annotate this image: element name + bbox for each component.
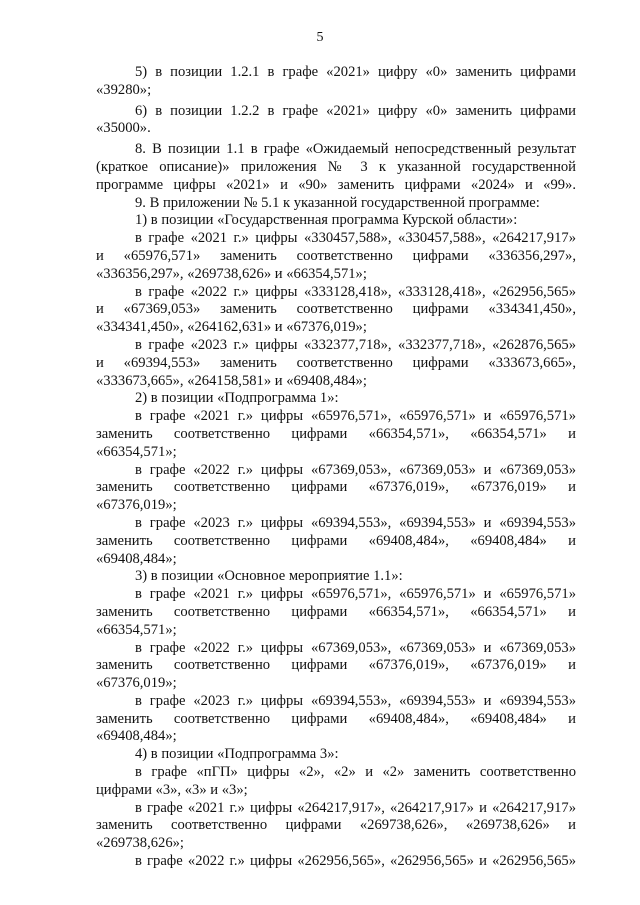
text-line: 3) в позиции «Основное мероприятие 1.1»: xyxy=(135,568,403,585)
text-line: программе цифры «2021» и «90» заменить цифрами «2024» и «99». xyxy=(96,176,576,193)
text-line: 1) в позиции «Государственная программа Курской области»: xyxy=(135,212,518,229)
text-line: «269738,626»; xyxy=(96,835,184,852)
text-line: «66354,571»; xyxy=(96,443,177,460)
text-line: «69408,484»; xyxy=(96,728,177,745)
text-line: 6) в позиции 1.2.2 в графе «2021» цифру «0» заменить цифрами xyxy=(135,102,576,119)
text-line: «334341,450», «264162,631» и «67376,019»; xyxy=(96,319,367,336)
text-line: 2) в позиции «Подпрограмма 1»: xyxy=(135,390,339,407)
text-line: «67376,019»; xyxy=(96,497,177,514)
text-line: «336356,297», «269738,626» и «66354,571»; xyxy=(96,265,367,282)
text-line: в графе «2023 г.» цифры «69394,553», «69394,553» и «69394,553» xyxy=(135,514,576,531)
text-line: в графе «пГП» цифры «2», «2» и «2» заменить соответственно xyxy=(135,764,576,781)
text-line: 4) в позиции «Подпрограмма 3»: xyxy=(135,746,339,763)
text-line: в графе «2022 г.» цифры «262956,565», «262956,565» и «262956,565» xyxy=(135,853,576,870)
text-line: заменить соответственно цифрами «69408,484», «69408,484» и xyxy=(96,532,576,549)
text-line: 9. В приложении № 5.1 к указанной государственной программе: xyxy=(135,194,540,211)
text-line: в графе «2022 г.» цифры «67369,053», «67369,053» и «67369,053» xyxy=(135,461,576,478)
text-line: «39280»; xyxy=(96,81,152,98)
text-line: в графе «2022 г.» цифры «67369,053», «67369,053» и «67369,053» xyxy=(135,639,576,656)
text-line: (краткое описание)» приложения № 3 к указанной государственной xyxy=(96,158,576,175)
text-line: заменить соответственно цифрами «69408,484», «69408,484» и xyxy=(96,710,576,727)
text-line: в графе «2021 г.» цифры «330457,588», «330457,588», «264217,917» xyxy=(135,230,576,247)
text-line: 5) в позиции 1.2.1 в графе «2021» цифру «0» заменить цифрами xyxy=(135,64,576,80)
text-line: заменить соответственно цифрами «66354,571», «66354,571» и xyxy=(96,425,576,442)
text-line: заменить соответственно цифрами «67376,019», «67376,019» и xyxy=(96,479,576,496)
text-line: и «65976,571» заменить соответственно цифрами «336356,297», xyxy=(96,247,576,264)
text-line: и «69394,553» заменить соответственно цифрами «333673,665», xyxy=(96,354,576,371)
text-line: заменить соответственно цифрами «66354,571», «66354,571» и xyxy=(96,603,576,620)
text-line: в графе «2023 г.» цифры «332377,718», «332377,718», «262876,565» xyxy=(135,336,576,353)
page-number: 5 xyxy=(316,30,324,45)
document-body xyxy=(96,64,576,871)
text-line: заменить соответственно цифрами «269738,626», «269738,626» и xyxy=(96,817,576,834)
text-line: «35000». xyxy=(96,120,151,137)
text-line: «66354,571»; xyxy=(96,621,177,638)
text-line: цифрами «3», «3» и «3»; xyxy=(96,781,248,798)
text-line: в графе «2022 г.» цифры «333128,418», «333128,418», «262956,565» xyxy=(135,283,576,300)
text-line: в графе «2021 г.» цифры «264217,917», «264217,917» и «264217,917» xyxy=(135,799,576,816)
text-line: в графе «2023 г.» цифры «69394,553», «69394,553» и «69394,553» xyxy=(135,692,576,709)
text-line: 8. В позиции 1.1 в графе «Ожидаемый непосредственный результат xyxy=(135,141,576,158)
text-line: «69408,484»; xyxy=(96,550,177,567)
text-line: «67376,019»; xyxy=(96,675,177,692)
text-line: «333673,665», «264158,581» и «69408,484»; xyxy=(96,372,367,389)
text-line: в графе «2021 г.» цифры «65976,571», «65976,571» и «65976,571» xyxy=(135,586,576,603)
text-line: заменить соответственно цифрами «67376,019», «67376,019» и xyxy=(96,657,576,674)
text-line: и «67369,053» заменить соответственно цифрами «334341,450», xyxy=(96,301,576,318)
text-line: в графе «2021 г.» цифры «65976,571», «65976,571» и «65976,571» xyxy=(135,408,576,425)
